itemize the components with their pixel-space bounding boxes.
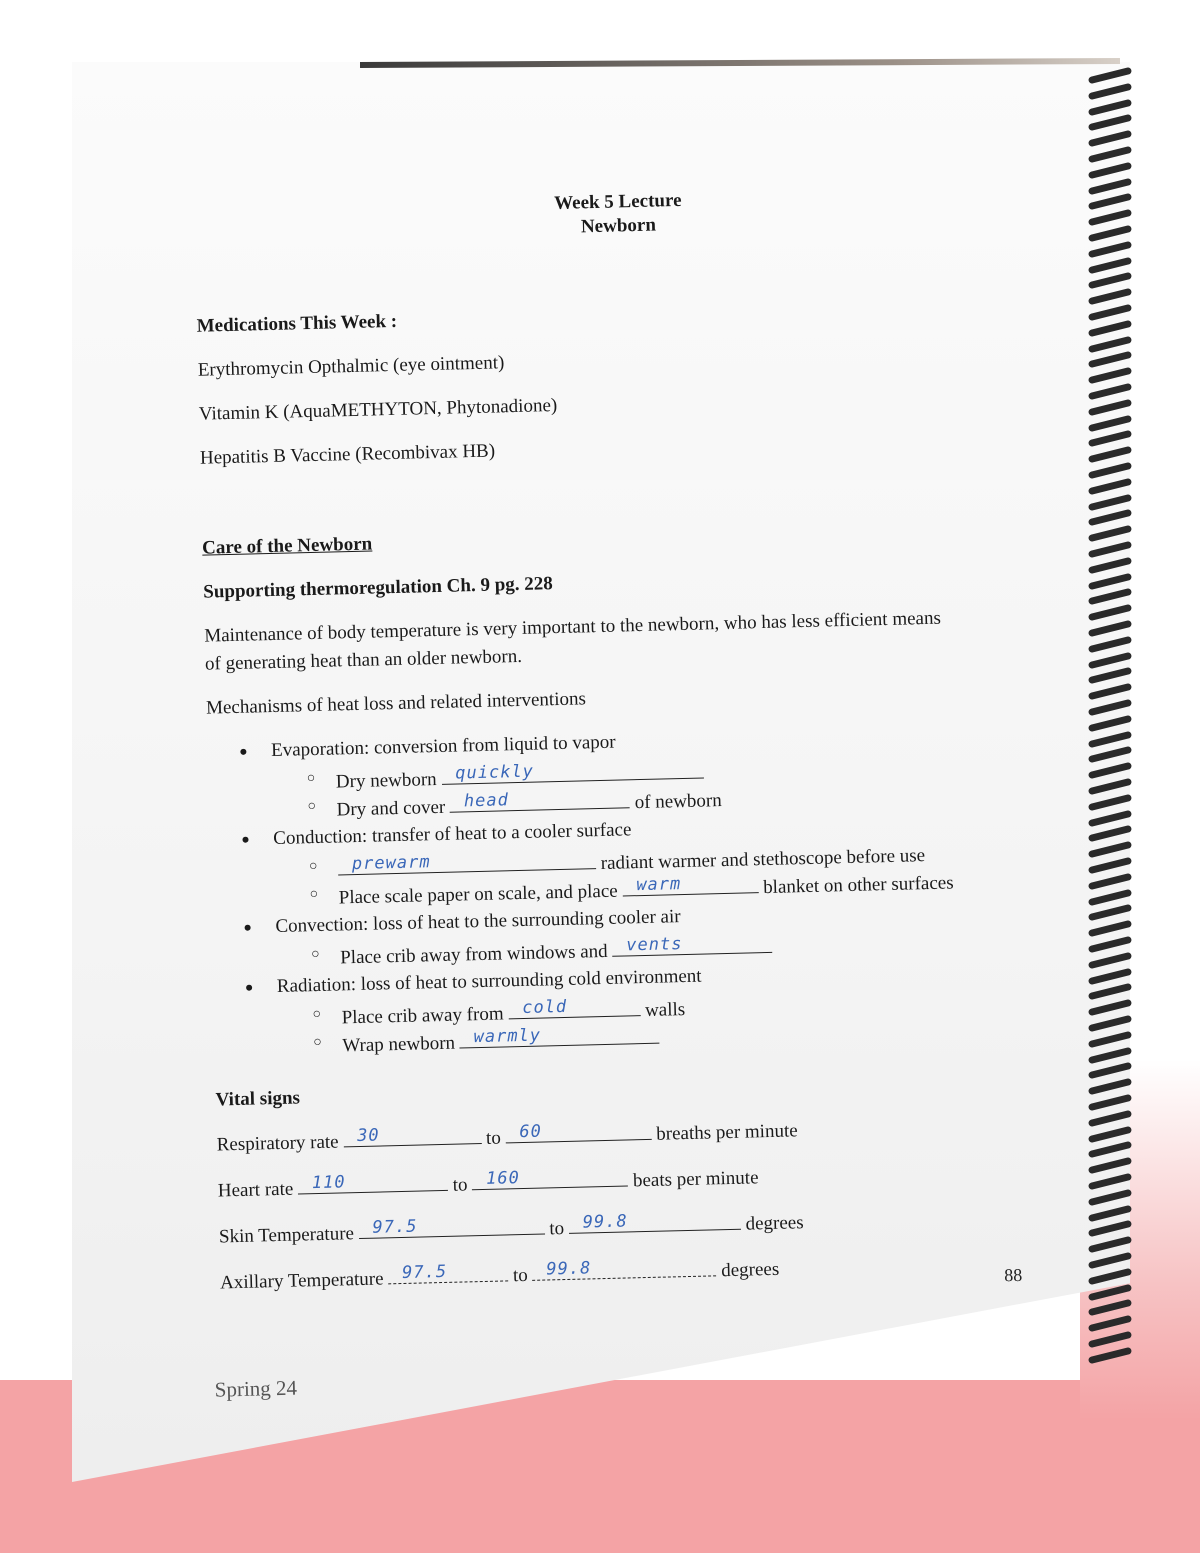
vital-label: Axillary Temperature [219, 1268, 384, 1294]
item-prefix: Place crib away from windows and [339, 940, 608, 969]
medication-item: Erythromycin Opthalmic (eye ointment) [197, 352, 505, 381]
handwritten-answer: 60 [519, 1121, 543, 1143]
item-suffix: blanket on other surfaces [762, 872, 954, 899]
vital-label: Respiratory rate [216, 1131, 339, 1156]
handwritten-answer: 30 [356, 1125, 380, 1147]
vitals-heading: Vital signs [215, 1087, 301, 1111]
answer-field[interactable] [569, 1209, 741, 1234]
vital-unit: degrees [720, 1258, 780, 1282]
handwritten-answer: quickly [455, 761, 535, 784]
circle-bullet-icon: ○ [310, 946, 320, 963]
conduction-label: Conduction: transfer of heat to a cooler surface [273, 819, 632, 850]
handwritten-answer: warm [636, 874, 682, 896]
vital-row-heart [218, 1162, 759, 1202]
mechanisms-heading: Mechanisms of heat loss and related interventions [205, 688, 587, 719]
circle-bullet-icon: ○ [308, 858, 318, 875]
circle-bullet-icon: ○ [307, 798, 317, 815]
care-subheading: Supporting thermoregulation Ch. 9 pg. 228 [202, 573, 554, 603]
vital-unit: beats per minute [632, 1167, 759, 1192]
circle-bullet-icon: ○ [313, 1034, 322, 1051]
answer-field[interactable] [343, 1123, 481, 1147]
answer-field[interactable] [459, 1023, 659, 1049]
answer-field[interactable] [441, 758, 703, 785]
vital-unit: degrees [745, 1212, 804, 1235]
handwritten-answer: 99.8 [546, 1258, 592, 1280]
circle-bullet-icon: ○ [312, 1006, 322, 1023]
handwritten-answer: 110 [311, 1172, 346, 1194]
handwritten-answer: 97.5 [372, 1216, 418, 1238]
handwritten-answer: 160 [485, 1168, 521, 1189]
answer-field[interactable] [338, 848, 596, 875]
convection-item-1 [340, 932, 773, 970]
item-prefix: Wrap newborn [342, 1032, 456, 1057]
paragraph-line: of generating heat than an older newborn. [204, 645, 523, 675]
answer-field[interactable] [298, 1170, 448, 1195]
handwritten-answer: 97.5 [401, 1261, 448, 1284]
handwritten-answer: 99.8 [582, 1211, 628, 1233]
page-number: 88 [1003, 1264, 1023, 1286]
care-heading: Care of the Newborn [201, 533, 373, 559]
to-label: to [452, 1174, 468, 1196]
answer-field[interactable] [532, 1255, 716, 1280]
circle-bullet-icon: ○ [306, 770, 316, 787]
vital-row-respiratory [216, 1115, 798, 1156]
paragraph-line: Maintenance of body temperature is very important to the newborn, who has less efficient means [204, 607, 942, 647]
item-prefix: Dry newborn [335, 769, 437, 793]
vital-row-skin [219, 1207, 804, 1248]
answer-field[interactable] [472, 1165, 628, 1190]
page-title: Week 5 Lecture [553, 189, 682, 214]
bullet-icon: ● [244, 980, 254, 996]
item-prefix: Place scale paper on scale, and place [338, 880, 618, 909]
to-label: to [485, 1127, 502, 1149]
radiation-label: Radiation: loss of heat to surrounding cold environment [276, 965, 702, 997]
answer-field[interactable] [358, 1214, 544, 1240]
handwritten-answer: warmly [473, 1025, 542, 1048]
vital-label: Heart rate [217, 1178, 294, 1202]
answer-field[interactable] [505, 1119, 651, 1144]
item-suffix: walls [644, 999, 686, 1021]
vital-label: Skin Temperature [218, 1223, 355, 1248]
handwritten-answer: head [463, 790, 510, 812]
handwritten-answer: cold [521, 996, 568, 1018]
medications-heading: Medications This Week : [196, 310, 398, 337]
answer-field[interactable] [388, 1260, 508, 1284]
vital-unit: breaths per minute [656, 1120, 798, 1145]
item-prefix: Place crib away from [341, 1003, 504, 1029]
footer-text: Spring 24 [214, 1375, 298, 1402]
item-suffix: of newborn [634, 790, 722, 814]
page-subtitle: Newborn [580, 214, 657, 238]
vital-row-axillary [220, 1254, 780, 1295]
answer-field[interactable] [612, 932, 772, 957]
answer-field[interactable] [450, 787, 630, 812]
bullet-icon: ● [241, 832, 250, 848]
evaporation-label: Evaporation: conversion from liquid to vapor [270, 731, 616, 762]
handwritten-answer: vents [626, 934, 683, 956]
handwritten-answer: prewarm [351, 852, 431, 875]
item-prefix: Dry and cover [336, 796, 446, 821]
to-label: to [512, 1264, 529, 1287]
item-suffix: radiant warmer and stethoscope before use [600, 845, 926, 875]
bullet-icon: ● [238, 744, 248, 760]
bullet-icon: ● [243, 920, 253, 936]
circle-bullet-icon: ○ [309, 886, 319, 903]
medication-item: Vitamin K (AquaMETHYTON, Phytonadione) [198, 394, 558, 425]
answer-field[interactable] [622, 872, 758, 896]
to-label: to [549, 1218, 565, 1240]
medication-item: Hepatitis B Vaccine (Recombivax HB) [199, 440, 496, 469]
convection-label: Convection: loss of heat to the surrounding cooler air [275, 906, 681, 937]
answer-field[interactable] [508, 995, 640, 1019]
